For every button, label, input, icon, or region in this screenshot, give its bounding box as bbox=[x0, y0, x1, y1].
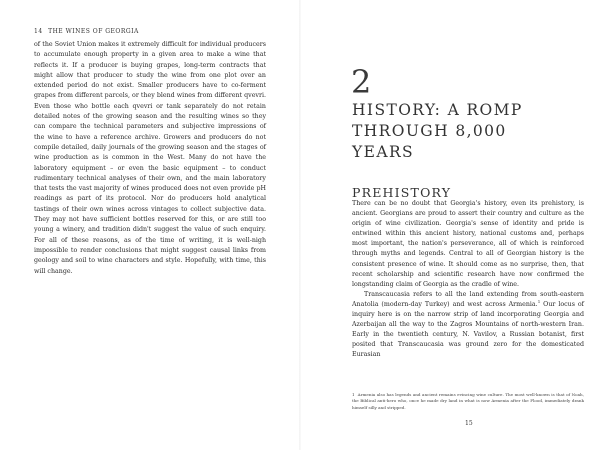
paragraph-2-end: Our locus of inquiry here is on the narrow strip of land incorporating Georgia and Azerbaijan all the way to the Zagros Mountains of north-western Iran. Early in the twentieth century, N. Vavilov, a Russian botanist, first posited that Transcaucasia was ground zero for the domesticated Eurasian bbox=[352, 300, 584, 359]
right-body-text bbox=[352, 199, 584, 361]
left-page-number: 14 bbox=[34, 28, 43, 35]
running-head bbox=[34, 28, 139, 35]
footnote-number: 1 bbox=[352, 392, 355, 397]
chapter-number: 2 bbox=[351, 63, 372, 101]
right-page-number: 15 bbox=[465, 420, 473, 427]
chapter-title: HISTORY: A ROMP THROUGH 8,000 YEARS bbox=[352, 101, 523, 161]
paragraph-1: There can be no doubt that Georgia's history, even its prehistory, is ancient. Georgians are proud to assert their country and culture as the origin of wine civilization. Georgia's sense of identity and pride is entwined within this ancient history, national customs and, perhaps most important, the nation's perseverance, all of which is reinforced through myths and legends. Central to all of Georgian history is the consistent presence of wine. It should come as no surprise, then, that recent scholarship and scientific research have now confirmed the longstanding claim of Georgia as the cradle of wine. bbox=[352, 200, 584, 288]
paragraph-2 bbox=[352, 290, 584, 361]
paragraph-2-start: Transcaucasia refers to all the land extending from south-eastern Anatolia (modern-day Turkey) and west across Armenia. bbox=[352, 290, 584, 308]
footnote-marker[interactable]: 1 bbox=[537, 298, 541, 304]
footnote-text: Armenia also has legends and ancient remains evincing wine culture. The most well-known is that of Noah, the Biblical anti-hero who, once he made dry land in what is now Armenia after the Flood, immediately drank himself silly and stripped. bbox=[352, 392, 584, 410]
running-head-title: THE WINES OF GEORGIA bbox=[48, 28, 139, 35]
section-heading: PREHISTORY bbox=[352, 185, 452, 200]
left-body-text: of the Soviet Union makes it extremely difficult for individual producers to accumulate enough property in a given area to make a wine that reflects it. If a producer is buying grapes, long-term contracts that might allow that producer to study the wine from one plot over an extended period do not exist. Smaller producers have to co-ferment grapes from different parcels, or they blend wines from different qvevri. Even those who bottle each qvevri or tank separately do not retain detailed notes of the growing season and the resulting wines so they can compare the technical parameters and subjective impressions of the wine to have a reference archive. Growers and producers do not compile detailed, daily journals of the growing season and the stages of wine production as is common in the West. Many do not have the laboratory equipment – or even the basic equipment – to conduct rudimentary technical analyses of their own, and the main laboratory that tests the vast majority of wines produced does not even provide pH readings as part of its protocol. Nor do producers hold analytical tastings of their own wines across vintages to collect subjective data. They may not have sufficient bottles reserved for this, or are still too young a winery, and tradition didn't suggest the value of such enquiry. For all of these reasons, as of the time of writing, it is well-nigh impossible to render conclusions that might suggest causal links from geology and soil to wine characters and style. Hopefully, with time, this will change. bbox=[34, 41, 266, 275]
footnote bbox=[352, 392, 584, 411]
